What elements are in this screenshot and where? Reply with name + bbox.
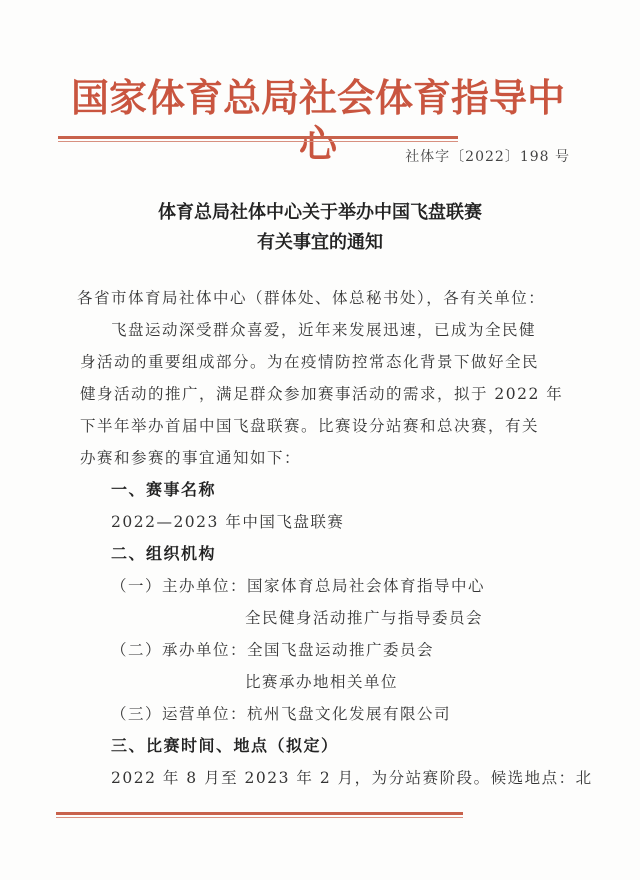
footer-divider xyxy=(56,812,463,815)
event-name-value: 2022—2023 年中国飞盘联赛 xyxy=(111,513,345,531)
organizer-host-label: （一）主办单位： xyxy=(111,577,248,595)
section-heading-organization: 二、组织机构 xyxy=(111,544,217,563)
salutation: 各省市体育局社体中心（群体处、体总秘书处），各有关单位： xyxy=(77,289,546,307)
section-heading-event-name: 一、赛事名称 xyxy=(111,480,217,499)
organizer-operator xyxy=(80,698,560,730)
intro-line: 身活动的重要组成部分。为在疫情防控常态化背景下做好全民 xyxy=(80,353,540,371)
intro-line: 飞盘运动深受群众喜爱，近年来发展迅速，已成为全民健 xyxy=(111,321,537,339)
masthead-divider xyxy=(58,136,458,139)
notice-title xyxy=(0,198,640,258)
organizer-undertaker-value: 全国飞盘运动推广委员会 xyxy=(247,641,435,659)
document-number: 社体字〔2022〕198 号 xyxy=(405,149,570,165)
time-location-text: 2022 年 8 月至 2023 年 2 月，为分站赛阶段。候选地点：北 xyxy=(111,769,593,787)
intro-line: 健身活动的推广，满足群众参加赛事活动的需求，拟于 2022 年 xyxy=(80,385,564,403)
organizer-host-value: 国家体育总局社会体育指导中心 xyxy=(247,577,486,595)
intro-line: 办赛和参赛的事宜通知如下： xyxy=(80,449,302,467)
intro-paragraph xyxy=(80,314,564,474)
organizer-undertaker-label: （二）承办单位： xyxy=(111,641,248,659)
organizer-host-value-2: 全民健身活动推广与指导委员会 xyxy=(245,609,484,627)
organizer-host xyxy=(80,570,560,602)
organizer-operator-label: （三）运营单位： xyxy=(111,705,248,723)
section-heading-time-location: 三、比赛时间、地点（拟定） xyxy=(111,736,339,755)
organizer-undertaker-value-2: 比赛承办地相关单位 xyxy=(245,673,399,691)
intro-line: 下半年举办首届中国飞盘联赛。比赛设分站赛和总决赛，有关 xyxy=(80,417,540,435)
organizer-operator-value: 杭州飞盘文化发展有限公司 xyxy=(247,705,452,723)
organizer-undertaker xyxy=(80,634,560,666)
notice-body xyxy=(77,282,593,794)
notice-title-line-2: 有关事宜的通知 xyxy=(257,232,383,253)
notice-title-line-1: 体育总局社体中心关于举办中国飞盘联赛 xyxy=(158,202,482,223)
masthead-title: 国家体育总局社会体育指导中心 xyxy=(70,76,565,166)
